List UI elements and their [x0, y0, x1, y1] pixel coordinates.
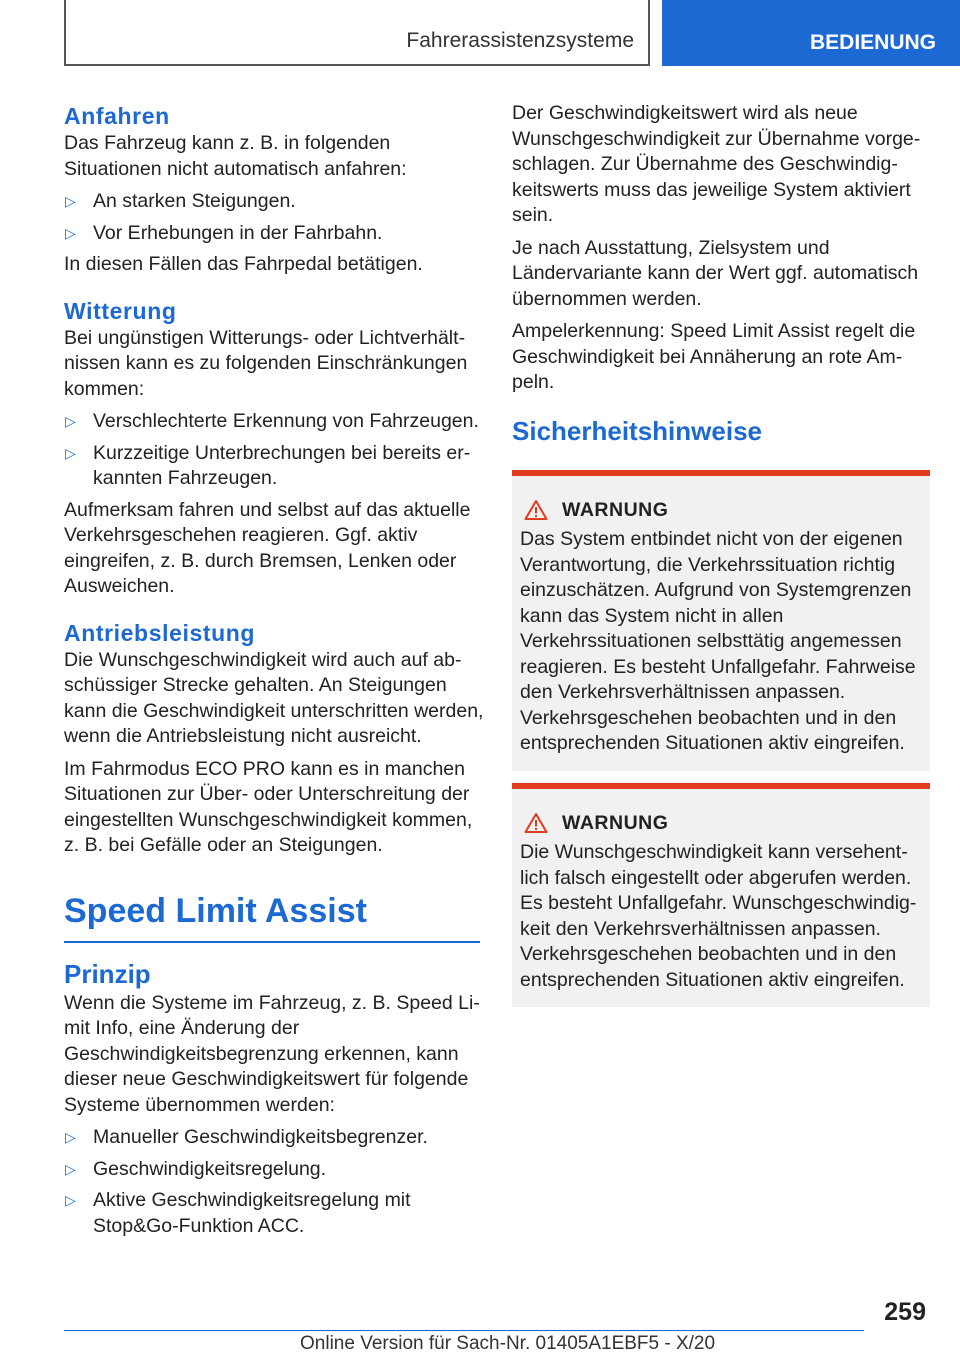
bullet-list [64, 409, 484, 492]
list-item: ▷ Geschwindigkeitsregelung. [64, 1157, 484, 1183]
left-column [64, 101, 484, 1245]
paragraph: Bei ungünstigen Witterungs- oder Lichtverhältnissen kann es zu folgenden Einschränkungen kommen: [64, 326, 468, 400]
paragraph: In diesen Fällen das Fahrpedal betätigen. [64, 253, 423, 275]
page-number: 259 [884, 1298, 926, 1326]
warning-box [512, 470, 930, 771]
list-item: ▷ Kurzzeitige Unterbrechungen bei bereits erkannten Fahrzeugen. [65, 441, 471, 489]
warning-title [520, 811, 922, 837]
bullet-triangle-icon: ▷ [65, 1192, 76, 1208]
warning-box [512, 783, 930, 1008]
paragraph: Aufmerksam fahren und selbst auf das aktuelle Verkehrsgeschehen reagieren. Ggf. aktiv eingreifen, z. B. durch Bremsen, Lenken oder Ausweichen. [64, 498, 471, 597]
warning-label: WARNUNG [562, 498, 669, 521]
footer-online-version: Online Version für Sach-Nr. 01405A1EBF5 - X/20 [300, 1333, 716, 1354]
paragraph: Im Fahrmodus ECO PRO kann es in manchen Situationen zur Über- oder Unterschreitung der eingestellten Wunschgeschwindigkeit kommen, z. B. bei Gefälle oder an Steigungen. [64, 757, 473, 856]
warning-title [520, 498, 922, 524]
warning-text: Die Wunschgeschwindigkeit kann versehentlich falsch eingestellt oder abgerufen werden. Es besteht Unfallgefahr. Wunschgeschwindigkeit den Verkehrsverhältnissen anpassen. Verkehrsgeschehen beobachten und in den entsprechenden Situationen aktiv eingreifen. [520, 841, 917, 991]
paragraph: Wenn die Systeme im Fahrzeug, z. B. Speed Limit Info, eine Änderung der Geschwindigkeitsbegrenzung erkennen, kann dieser neue Geschwindigkeitswert für folgende Systeme übernommen werden: [64, 991, 480, 1116]
paragraph: Je nach Ausstattung, Zielsystem und Ländervariante kann der Wert ggf. automatisch übernommen werden. [512, 236, 919, 310]
heading-anfahren: Anfahren [64, 103, 170, 129]
list-item: ▷ Aktive Geschwindigkeitsregelung mit Stop&Go-Funktion ACC. [65, 1189, 411, 1237]
paragraph: Ampelerkennung: Speed Limit Assist regelt die Geschwindigkeit bei Annäherung an rote Ampeln. [512, 320, 916, 393]
bullet-triangle-icon: ▷ [65, 1160, 76, 1177]
header-section-title: Fahrerassistenzsysteme [406, 29, 634, 52]
warning-triangle-icon [524, 812, 548, 834]
list-item: ▷ Verschlechterte Erkennung von Fahrzeugen. [64, 409, 484, 435]
bullet-triangle-icon: ▷ [65, 1129, 76, 1145]
bullet-triangle-icon: ▷ [65, 444, 76, 461]
heading-speed-limit-assist: Speed Limit Assist [64, 891, 367, 930]
heading-sicherheitshinweise: Sicherheitshinweise [512, 415, 762, 446]
heading-rule [64, 941, 480, 943]
bullet-triangle-icon: ▷ [65, 413, 76, 429]
warning-label: WARNUNG [562, 811, 669, 834]
heading-antriebsleistung: Antriebsleistung [64, 619, 256, 646]
footer-rule [64, 1330, 864, 1331]
bullet-list [64, 189, 484, 246]
paragraph: Die Wunschgeschwindigkeit wird auch auf abschüssiger Strecke gehalten. An Steigungen kann die Geschwindigkeit unterschritten werden, wenn die Antriebsleistung nicht ausreicht. [64, 648, 484, 747]
list-item: ▷ An starken Steigungen. [64, 189, 484, 215]
right-column [512, 101, 930, 1007]
list-item: ▷ Manueller Geschwindigkeitsbegrenzer. [64, 1125, 484, 1151]
paragraph: Das Fahrzeug kann z. B. in folgenden Situationen nicht automatisch anfahren: [64, 132, 407, 180]
header-chapter-title: BEDIENUNG [810, 31, 937, 54]
header-section-tab [64, 0, 650, 66]
paragraph: Der Geschwindigkeitswert wird als neue Wunschgeschwindigkeit zur Übernahme vorgeschlagen. Zur Übernahme des Geschwindigkeitswerts muss das jeweilige System aktiviert sein. [512, 102, 921, 226]
warning-text: Das System entbindet nicht von der eigenen Verantwortung, die Verkehrssituation richtig einzuschätzen. Aufgrund von Systemgrenzen kann das System nicht in allen Verkehrssituationen selbsttätig angemessen reagieren. Es besteht Unfallgefahr. Fahrweise den Verkehrsverhältnissen anpassen. Verkehrsgeschehen beobachten und in den entsprechenden Situationen aktiv eingreifen. [520, 528, 916, 754]
list-item: ▷ Vor Erhebungen in der Fahrbahn. [64, 221, 484, 247]
heading-prinzip: Prinzip [64, 958, 151, 989]
bullet-triangle-icon: ▷ [65, 224, 76, 241]
bullet-list [64, 1125, 484, 1239]
header-chapter-tab [662, 0, 960, 66]
heading-witterung: Witterung [64, 297, 177, 324]
bullet-triangle-icon: ▷ [65, 193, 76, 209]
warning-triangle-icon [524, 499, 548, 521]
